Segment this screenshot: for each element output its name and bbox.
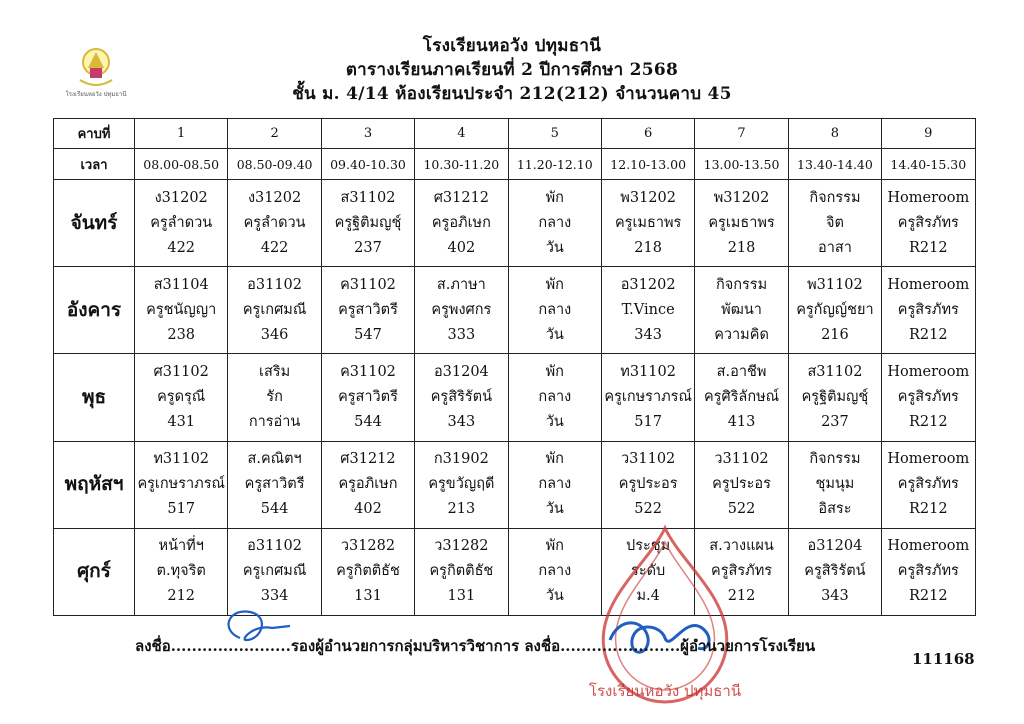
stamp-text: โรงเรียนหอวัง ปทุมธานี [588, 682, 742, 700]
subject-line: ศ31102 [153, 364, 209, 381]
teacher-line: T.Vince [621, 301, 675, 318]
teacher-line: ครูกิตติธัช [429, 563, 494, 580]
teacher-line: ครูเกศมณี [242, 563, 307, 580]
class-cell [321, 528, 414, 615]
room-line: 343 [821, 588, 849, 605]
teacher-line: ระดับ [631, 563, 666, 580]
room-line: อิสระ [818, 501, 852, 518]
time-slot: 13.40-14.40 [788, 149, 881, 180]
room-line: 422 [167, 239, 196, 256]
subject-line: พัก [545, 538, 564, 555]
teacher-line: กลาง [538, 389, 572, 406]
room-line: 544 [354, 414, 382, 431]
school-name: โรงเรียนหอวัง ปทุมธานี [422, 36, 602, 56]
room-line: 522 [727, 501, 756, 518]
teacher-line: ครูสิริรัตน์ [430, 389, 492, 406]
class-cell [228, 180, 321, 267]
subject-line: ส31104 [153, 276, 209, 293]
room-line: 334 [260, 588, 289, 605]
period-number: 4 [415, 119, 508, 149]
subject-line: ส31102 [340, 189, 396, 206]
subject-line: ส.ภาษา [436, 276, 486, 293]
day-name: จันทร์ [54, 180, 135, 267]
subject-line: ศ31212 [433, 189, 490, 206]
day-name: ศุกร์ [54, 528, 135, 615]
teacher-line: ครูสิรภัทร [711, 563, 773, 580]
room-line: 517 [167, 501, 196, 518]
subject-line: Homeroom [887, 189, 970, 206]
subject-line: ว31102 [621, 451, 676, 468]
subject-line: พัก [545, 276, 564, 293]
room-line: 237 [821, 414, 849, 431]
class-cell [321, 267, 414, 354]
day-row [54, 528, 976, 615]
class-cell [415, 180, 508, 267]
room-line: 218 [727, 239, 756, 256]
subject-line: อ31102 [247, 276, 302, 293]
room-line: 333 [447, 326, 476, 343]
class-cell [508, 441, 601, 528]
class-cell [508, 180, 601, 267]
teacher-line: ครูอภิเษก [431, 214, 491, 231]
class-cell [788, 180, 881, 267]
teacher-line: ครูเมธาพร [708, 214, 775, 231]
time-row [54, 149, 976, 180]
room-line: 212 [727, 588, 756, 605]
teacher-line: ครูเกศมณี [242, 301, 307, 318]
teacher-line: ครูขวัญฤดี [428, 476, 495, 493]
room-line: 218 [634, 239, 662, 256]
time-slot: 08.50-09.40 [228, 149, 321, 180]
period-number: 9 [882, 119, 975, 149]
teacher-line: ครูสิริรัตน์ [804, 563, 866, 580]
class-cell [882, 267, 975, 354]
subject-line: ท31102 [153, 451, 210, 468]
teacher-line: ครูสาวิตรี [244, 476, 305, 493]
subject-line: ศ31212 [340, 451, 396, 468]
subject-line: ว31282 [434, 538, 489, 555]
teacher-line: ครูสิรภัทร [897, 389, 959, 406]
class-cell [882, 180, 975, 267]
time-slot: 14.40-15.30 [882, 149, 975, 180]
room-line: 547 [354, 326, 382, 343]
teacher-line: กลาง [538, 214, 572, 231]
class-cell [415, 267, 508, 354]
class-cell [788, 354, 881, 441]
class-cell [135, 354, 228, 441]
teacher-line: ครูพงศกร [431, 301, 492, 318]
class-cell [601, 441, 694, 528]
room-line: 238 [167, 326, 196, 343]
subject-line: พัก [545, 364, 564, 381]
room-line: 517 [634, 414, 662, 431]
room-line: 522 [634, 501, 662, 518]
class-cell [788, 528, 881, 615]
class-cell [695, 441, 788, 528]
room-line: 131 [354, 588, 382, 605]
period-row [54, 119, 976, 149]
subject-line: Homeroom [887, 276, 970, 293]
room-line: วัน [545, 588, 564, 605]
subject-line: พัก [545, 451, 564, 468]
class-cell [321, 354, 414, 441]
teacher-line: พัฒนา [721, 301, 762, 318]
class-cell [508, 267, 601, 354]
teacher-line: ครูฐิติมญชุ์ [334, 214, 402, 231]
room-line: 413 [727, 414, 756, 431]
subject-line: ส.วางแผน [709, 538, 774, 555]
subject-line: ส31102 [807, 364, 863, 381]
teacher-line: ครูสิรภัทร [897, 301, 959, 318]
subject-line: พ31202 [620, 189, 676, 206]
room-line: การอ่าน [248, 414, 301, 431]
room-line: 343 [634, 326, 662, 343]
class-cell [508, 528, 601, 615]
teacher-line: ครูสาวิตรี [338, 301, 398, 318]
class-cell [508, 354, 601, 441]
document-header [0, 34, 1024, 106]
subject-line: พ31102 [807, 276, 863, 293]
subject-line: พัก [545, 189, 564, 206]
subject-line: Homeroom [887, 451, 970, 468]
subject-line: อ31202 [620, 276, 676, 293]
room-line: R212 [909, 588, 948, 605]
subject-line: กิจกรรม [715, 276, 768, 293]
teacher-line: ครูศิริลักษณ์ [703, 389, 780, 406]
teacher-line: ครูลำดวน [243, 214, 306, 231]
room-line: ความคิด [714, 326, 769, 343]
subject-line: ส.อาชีพ [716, 364, 767, 381]
day-name: พฤหัสฯ [54, 441, 135, 528]
class-cell [228, 441, 321, 528]
teacher-line: รัก [266, 389, 283, 406]
teacher-line: ครูชนัญญา [146, 301, 217, 318]
class-cell [135, 267, 228, 354]
room-line: 346 [260, 326, 289, 343]
class-cell [415, 354, 508, 441]
logo-caption: โรงเรียนหอวัง ปทุมธานี [65, 91, 127, 98]
teacher-line: ครูเมธาพร [614, 214, 682, 231]
time-slot: 10.30-11.20 [415, 149, 508, 180]
subject-line: กิจกรรม [809, 189, 861, 206]
room-line: 131 [447, 588, 476, 605]
day-name: พุธ [54, 354, 135, 441]
teacher-line: ครูประอร [712, 476, 771, 493]
time-slot: 08.00-08.50 [135, 149, 228, 180]
subject-line: ง31202 [247, 189, 302, 206]
class-cell [321, 180, 414, 267]
room-line: วัน [545, 239, 564, 256]
teacher-line: ครูสิรภัทร [897, 563, 959, 580]
term-title: ตารางเรียนภาคเรียนที่ 2 ปีการศึกษา 2568 [345, 60, 679, 80]
period-number: 2 [228, 119, 321, 149]
class-cell [788, 441, 881, 528]
subject-line: ท31102 [620, 364, 676, 381]
day-rows [54, 180, 976, 616]
teacher-line: จิต [825, 214, 844, 231]
room-line: R212 [909, 239, 948, 256]
class-cell [135, 180, 228, 267]
period-number: 1 [135, 119, 228, 149]
day-name: อังคาร [54, 267, 135, 354]
day-row [54, 267, 976, 354]
time-slot: 13.00-13.50 [695, 149, 788, 180]
teacher-line: ต.ทุจริต [156, 563, 206, 580]
class-cell [228, 267, 321, 354]
teacher-line: ชุมนุม [815, 476, 855, 493]
class-cell [788, 267, 881, 354]
period-label: คาบที่ [54, 119, 135, 149]
teacher-line: ครูสิรภัทร [897, 476, 959, 493]
room-line: วัน [545, 501, 564, 518]
subject-line: พ31202 [713, 189, 770, 206]
room-line: R212 [909, 326, 948, 343]
day-row [54, 180, 976, 267]
time-slot: 12.10-13.00 [601, 149, 694, 180]
class-cell [695, 267, 788, 354]
subject-line: เสริม [259, 364, 291, 381]
document-code: 111168 [912, 650, 975, 668]
subject-line: กิจกรรม [809, 451, 861, 468]
timetable [53, 118, 976, 616]
teacher-line: ครูสาวิตรี [338, 389, 398, 406]
room-line: วัน [545, 326, 564, 343]
class-cell [601, 180, 694, 267]
teacher-line: ครูลำดวน [150, 214, 213, 231]
class-cell [601, 267, 694, 354]
class-info: ชั้น ม. 4/14 ห้องเรียนประจำ 212(212) จำนวนคาบ 45 [292, 84, 732, 104]
time-label: เวลา [54, 149, 135, 180]
subject-line: ก31902 [433, 451, 489, 468]
teacher-line: ครูสิรภัทร [897, 214, 959, 231]
class-cell [601, 354, 694, 441]
class-cell [135, 441, 228, 528]
room-line: วัน [545, 414, 564, 431]
teacher-line: ครูเกษราภรณ์ [137, 476, 225, 493]
subject-line: ว31102 [714, 451, 769, 468]
subject-line: ประชุม [626, 538, 671, 555]
teacher-line: ครูกิตติธัช [336, 563, 400, 580]
subject-line: หน้าที่ฯ [158, 538, 204, 555]
day-row [54, 354, 976, 441]
room-line: 343 [447, 414, 476, 431]
room-line: 212 [167, 588, 196, 605]
class-cell [415, 441, 508, 528]
subject-line: ค31102 [340, 364, 396, 381]
class-cell [695, 354, 788, 441]
subject-line: ว31282 [340, 538, 396, 555]
day-row [54, 441, 976, 528]
teacher-line: ครูฐิติมญชุ์ [801, 389, 869, 406]
subject-line: อ31204 [433, 364, 489, 381]
teacher-line: ครูอภิเษก [338, 476, 398, 493]
teacher-line: ครูประอร [618, 476, 678, 493]
room-line: 422 [260, 239, 289, 256]
room-line: 237 [354, 239, 382, 256]
class-cell [695, 180, 788, 267]
time-slot: 11.20-12.10 [508, 149, 601, 180]
room-line: 431 [167, 414, 196, 431]
period-number: 7 [695, 119, 788, 149]
room-line: R212 [909, 501, 948, 518]
teacher-line: ครูเกษราภรณ์ [604, 389, 692, 406]
teacher-line: ครูดรุณี [157, 389, 206, 406]
room-line: 213 [447, 501, 476, 518]
subject-line: อ31204 [807, 538, 863, 555]
time-slot: 09.40-10.30 [321, 149, 414, 180]
subject-line: ง31202 [154, 189, 208, 206]
class-cell [228, 354, 321, 441]
class-cell [882, 441, 975, 528]
period-number: 8 [788, 119, 881, 149]
subject-line: ค31102 [340, 276, 396, 293]
period-number: 3 [321, 119, 414, 149]
class-cell [882, 528, 975, 615]
teacher-line: กลาง [538, 301, 572, 318]
teacher-line: กลาง [538, 476, 572, 493]
signature-line: ลงชื่อ.......................รองผู้อำนวยการกลุ่มบริหารวิชาการ ลงชื่อ.......................ผู้อำนวยการโรงเรียน [135, 637, 816, 655]
teacher-line: ครูกัญญ์ชยา [796, 301, 874, 318]
subject-line: อ31102 [247, 538, 302, 555]
room-line: 216 [821, 326, 849, 343]
room-line: 544 [260, 501, 289, 518]
period-number: 6 [601, 119, 694, 149]
room-line: ม.4 [636, 588, 660, 605]
subject-line: Homeroom [887, 364, 970, 381]
class-cell [415, 528, 508, 615]
room-line: R212 [909, 414, 948, 431]
room-line: 402 [354, 501, 382, 518]
subject-line: Homeroom [887, 538, 970, 555]
room-line: อาสา [818, 239, 852, 256]
class-cell [882, 354, 975, 441]
school-stamp [590, 520, 740, 710]
room-line: 402 [447, 239, 476, 256]
subject-line: ส.คณิตฯ [247, 451, 302, 468]
period-number: 5 [508, 119, 601, 149]
class-cell [321, 441, 414, 528]
teacher-line: กลาง [538, 563, 572, 580]
